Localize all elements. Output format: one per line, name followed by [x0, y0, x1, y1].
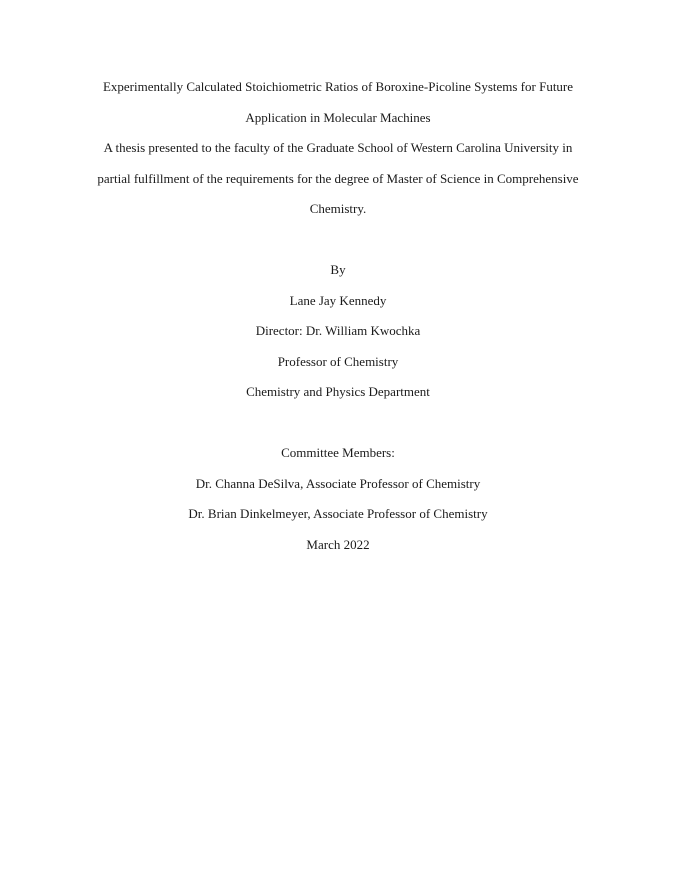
thesis-statement-line-1: A thesis presented to the faculty of the Graduate School of Western Carolina University in	[103, 140, 573, 155]
by-label: By	[330, 262, 346, 277]
committee-section	[0, 438, 676, 560]
thesis-title-line-1: Experimentally Calculated Stoichiometric Ratios of Boroxine-Picoline Systems for Future	[102, 79, 574, 94]
director-name: Director: Dr. William Kwochka	[255, 323, 421, 338]
title-section	[0, 72, 676, 225]
thesis-statement-line-3: Chemistry.	[309, 201, 367, 216]
thesis-title-line-2: Application in Molecular Machines	[245, 109, 431, 125]
committee-member: Dr. Channa DeSilva, Associate Professor of Chemistry	[195, 475, 481, 491]
director-title: Professor of Chemistry	[277, 353, 399, 369]
author-name: Lane Jay Kennedy	[289, 292, 387, 308]
author-section	[0, 255, 676, 408]
department-name: Chemistry and Physics Department	[246, 384, 430, 399]
committee-heading: Committee Members:	[281, 445, 395, 460]
submission-date: March 2022	[306, 536, 370, 552]
thesis-statement-line-2: partial fulfillment of the requirements for the degree of Master of Science in Comprehensive	[97, 170, 579, 186]
committee-member: Dr. Brian Dinkelmeyer, Associate Professor of Chemistry	[188, 506, 488, 521]
